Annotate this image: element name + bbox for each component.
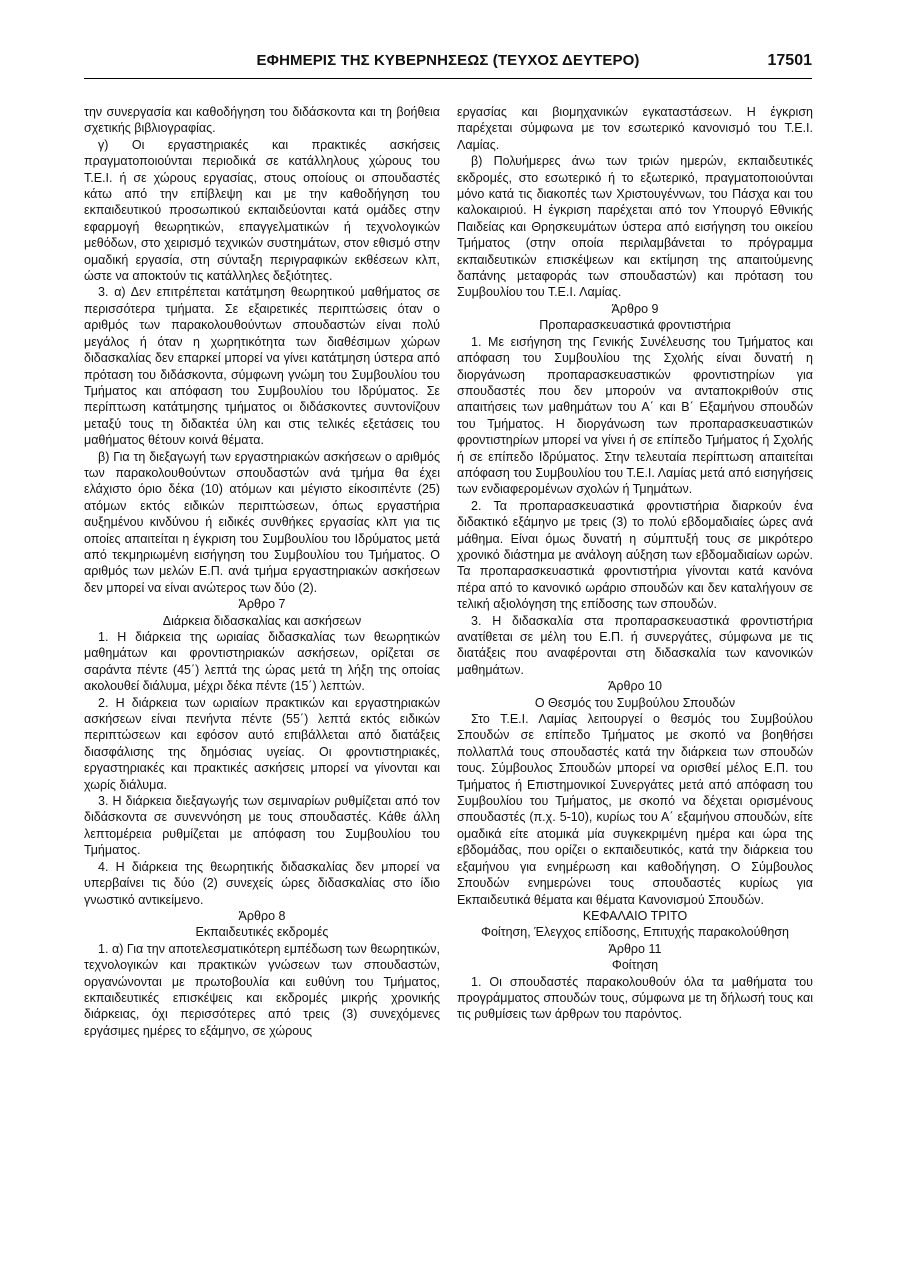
article-11-subtitle: Φοίτηση bbox=[611, 958, 659, 973]
article-7-subtitle: Διάρκεια διδασκαλίας και ασκήσεων bbox=[162, 613, 362, 628]
chapter-subtitle: Φοίτηση, Έλεγχος επίδοσης, Επιτυχής παρακολούθηση bbox=[480, 925, 790, 940]
article-11-title: Άρθρο 11 bbox=[608, 941, 662, 956]
paragraph: 1. Οι σπουδαστές παρακολουθούν όλα τα μαθήματα του προγράμματος σπουδών τους, σύμφωνα με τη δήλωσή τους και τις ρυθμίσεις των άρθρων του παρόντος. bbox=[457, 974, 813, 1022]
paragraph: 3. Η διδασκαλία στα προπαρασκευαστικά φροντιστήρια ανατίθεται σε μέλη του Ε.Π. ή συνεργάτες, σύμφωνα με τις διατάξεις που αναφέρονται στη διδασκαλία των κανονικών μαθημάτων. bbox=[457, 613, 813, 677]
article-9-title: Άρθρο 9 bbox=[611, 301, 659, 316]
paragraph: 1. Με εισήγηση της Γενικής Συνέλευσης του Τμήματος και απόφαση του Συμβουλίου της Σχολής είναι δυνατή η διοργάνωση προπαρασκευαστικών φροντιστηρίων για σπουδαστές που δεν μπορούν να ανταποκριθούν στις απαιτήσεις των μαθημάτων του Α΄ και Β΄ Εξαμήνου σπουδών του Τμήματος. Η διοργάνωση των προπαρασκευαστικών φροντιστηρίων μπορεί να γίνει ή σε επίπεδο Τμήματος ή Σχολής ή σε επίπεδο Ιδρύματος. Στην τελευταία περίπτωση απαιτείται απόφαση του Συμβουλίου του Τ.Ε.Ι. Λαμίας μετά από εισηγήσεις των ενδιαφερομένων σχολών ή Τμημάτων. bbox=[457, 334, 813, 497]
paragraph: την συνεργασία και καθοδήγηση του διδάσκοντα και τη βοήθεια σχετικής βιβλιογραφίας. bbox=[84, 105, 440, 136]
article-8-subtitle: Εκπαιδευτικές εκδρομές bbox=[195, 925, 329, 940]
article-9-subtitle: Προπαρασκευαστικά φροντιστήρια bbox=[539, 318, 731, 333]
paragraph: β) Πολυήμερες άνω των τριών ημερών, εκπαιδευτικές εκδρομές, στο εσωτερικό ή το εξωτερικό, πραγματοποιούνται μόνο κατά τις διακοπές των Χριστουγέννων, του Πάσχα και του καλοκαιριού. Η έγκριση παρέχεται από τον Υπουργό Εθνικής Παιδείας και Θρησκευμάτων ύστερα από εισήγηση του οικείου Τμήματος (στην οποία περιλαμβάνεται το πρόγραμμα εκπαιδευτικών επισκέψεων και εκτίμηση της απαιτούμενης δαπάνης μεταφοράς των σπουδαστών) και πρόταση του Συμβουλίου του Τ.Ε.Ι. Λαμίας. bbox=[457, 154, 813, 300]
paragraph: 4. Η διάρκεια της θεωρητικής διδασκαλίας δεν μπορεί να υπερβαίνει τις δύο (2) συνεχείς ώρες διδασκαλίας στο ίδιο γνωστικό αντικείμενο. bbox=[84, 859, 440, 907]
paragraph: 2. Τα προπαρασκευαστικά φροντιστήρια διαρκούν ένα διδακτικό εξάμηνο με τρεις (3) το πολύ εβδομαδιαίες ώρες ανά μάθημα. Είναι όμως δυνατή η σύμπτυξή τους σε μικρότερο χρονικό διάστημα με ανάλογη αύξηση των εβδομαδιαίων ωρών. Τα προπαρασκευαστικά φροντιστήρια γίνονται κατά κανόνα πέρα από το κανονικό ωράριο σπουδών και δεν καταλήγουν σε τελική αξιολόγηση της επίδοσης των σπουδών. bbox=[457, 498, 813, 612]
paragraph: εργασίας και βιομηχανικών εγκαταστάσεων. Η έγκριση παρέχεται σύμφωνα με τον εσωτερικό κανονισμό του Τ.Ε.Ι. Λαμίας. bbox=[457, 105, 813, 152]
paragraph: 2. Η διάρκεια των ωριαίων πρακτικών και εργαστηριακών ασκήσεων είναι πενήντα πέντε (55΄) λεπτά εκτός ειδικών περιπτώσεων και εφόσον αυτό επιβάλλεται από διατάξεις διασφάλισης της δημόσιας υγείας. Οι φροντιστηριακές, εργαστηριακές και πρακτικές ασκήσεις μπορεί να γίνονται και χωρίς διάλυμα. bbox=[84, 695, 440, 792]
paragraph: β) Για τη διεξαγωγή των εργαστηριακών ασκήσεων ο αριθμός των παρακολουθούντων σπουδαστών ανά τμήμα θα έχει ελάχιστο όριο δέκα (10) ατόμων και μέγιστο είκοσιπέντε (25) ατόμων εκτός ειδικών περιπτώσεων, όπως εργαστήρια αυξημένου κινδύνου ή ειδικές συνθήκες εργασίας κλπ για τις οποίες απαιτείται η έγκριση του Συμβουλίου του Ιδρύματος μετά από τεκμηριωμένη εισήγηση του Συμβουλίου του Τμήματος. Ο αριθμός των μελών Ε.Π. ανά τμήμα εργαστηριακών ασκήσεων δεν μπορεί να είναι ανώτερος των δύο (2). bbox=[84, 449, 440, 595]
chapter-title: ΚΕΦΑΛΑΙΟ ΤΡΙΤΟ bbox=[582, 908, 688, 923]
article-10-subtitle: Ο Θεσμός του Συμβούλου Σπουδών bbox=[534, 695, 736, 710]
page-number: 17501 bbox=[767, 52, 812, 69]
right-column bbox=[457, 104, 813, 1023]
article-10-title: Άρθρο 10 bbox=[608, 679, 662, 694]
paragraph: Στο Τ.Ε.Ι. Λαμίας λειτουργεί ο θεσμός του Συμβούλου Σπουδών σε επίπεδο Τμήματος με σκοπό να βοηθήσει πολλαπλά τους σπουδαστές κατά την διάρκεια των σπουδών τους. Σύμβουλος Σπουδών μπορεί να ορισθεί μέλος Ε.Π. του Τμήματος ή Επιστημονικοί Συνεργάτες μετά από απόφαση του Συμβουλίου του Τμήματος, με σκοπό να δέχεται ορισμένους σπουδαστές (π.χ. 5-10), κυρίως του Α΄ εξαμήνου σπουδών, είτε ομαδικά είτε ατομικά μία συγκεκριμένη ημέρα και ώρα της εβδομάδας, που ορίζει ο εκπαιδευτικός, κατά την διάρκεια του εξαμήνου για ενημέρωση και καθοδήγηση. Ο Σύμβουλος Σπουδών ενημερώνει τους σπουδαστές κυρίως για Εκπαιδευτικά θέματα και θέματα Κανονισμού Σπουδών. bbox=[457, 712, 813, 907]
paragraph: γ) Οι εργαστηριακές και πρακτικές ασκήσεις πραγματοποιούνται περιοδικά σε κατάλληλους χώρους του Τ.Ε.Ι. ή σε χώρους εργασίας, στους οποίους οι σπουδαστές κάτω από την επίβλεψη και με την καθοδήγηση του εκπαιδευτικού προσωπικού εκπαιδεύονται κατά ομάδες στην εφαρμογή θεωρητικών, επαγγελματικών ή τεχνολογικών μεθόδων, στο χειρισμό τεχνικών συστημάτων, στον εθισμό στην ομαδική εργασία, στη σύνταξη περιγραφικών εκθέσεων κλπ, ώστε να αποκτούν τις κατάλληλες δεξιότητες. bbox=[84, 137, 440, 284]
left-column bbox=[84, 104, 440, 1039]
gazette-title: ΕΦΗΜΕΡΙΣ ΤΗΣ ΚΥΒΕΡΝΗΣΕΩΣ (ΤΕΥΧΟΣ ΔΕΥΤΕΡΟ) bbox=[256, 52, 640, 69]
paragraph: 3. α) Δεν επιτρέπεται κατάτμηση θεωρητικού μαθήματος σε περισσότερα τμήματα. Σε εξαιρετικές περιπτώσεις όταν ο αριθμός των παρακολουθούντων σπουδαστών είναι πολύ μεγάλος ή όταν η χωρητικότητα των διαθέσιμων χώρων διδασκαλίας δεν επαρκεί μπορεί να γίνει κατάτμηση ύστερα από πρόταση του διδάσκοντα, σύμφωνη γνώμη του Συμβουλίου του Τμήματος και απόφαση του Συμβουλίου του Ιδρύματος. Σε περίπτωση κατάτμησης τμήματος οι διδάσκοντες συντονίζουν μεταξύ τους τη διδακτέα ύλη και στις τελικές εξετάσεις του μαθήματος θέτουν κοινά θέματα. bbox=[84, 285, 440, 448]
paragraph: 1. Η διάρκεια της ωριαίας διδασκαλίας των θεωρητικών μαθημάτων και φροντιστηριακών ασκήσεων, ορίζεται σε σαράντα πέντε (45΄) λεπτά της ώρας μετά τη λήξη της οποίας ακολουθεί διάλυμα, μέχρι δέκα πέντε (15΄) λεπτών. bbox=[84, 630, 440, 694]
article-7-title: Άρθρο 7 bbox=[238, 597, 286, 612]
paragraph: 3. Η διάρκεια διεξαγωγής των σεμιναρίων ρυθμίζεται από τον διδάσκοντα σε συνεννόηση με τους σπουδαστές. Κάθε άλλη λεπτομέρεια ρυθμίζεται με απόφαση του Συμβουλίου του Τμήματος. bbox=[84, 794, 440, 858]
header-divider bbox=[84, 78, 812, 79]
page-header bbox=[84, 52, 812, 76]
paragraph: 1. α) Για την αποτελεσματικότερη εμπέδωση των θεωρητικών, τεχνολογικών και πρακτικών γνώσεων των σπουδαστών, οργανώνονται με πρωτοβουλία και ευθύνη του Τμήματος, εκπαιδευτικές επισκέψεις και εκδρομές μικρής χρονικής διάρκειας, όχι περισσότερες από τρεις (3) συνεχόμενες εργάσιμες ημέρες το εξάμηνο, σε χώρους bbox=[84, 941, 440, 1038]
article-8-title: Άρθρο 8 bbox=[238, 908, 286, 923]
